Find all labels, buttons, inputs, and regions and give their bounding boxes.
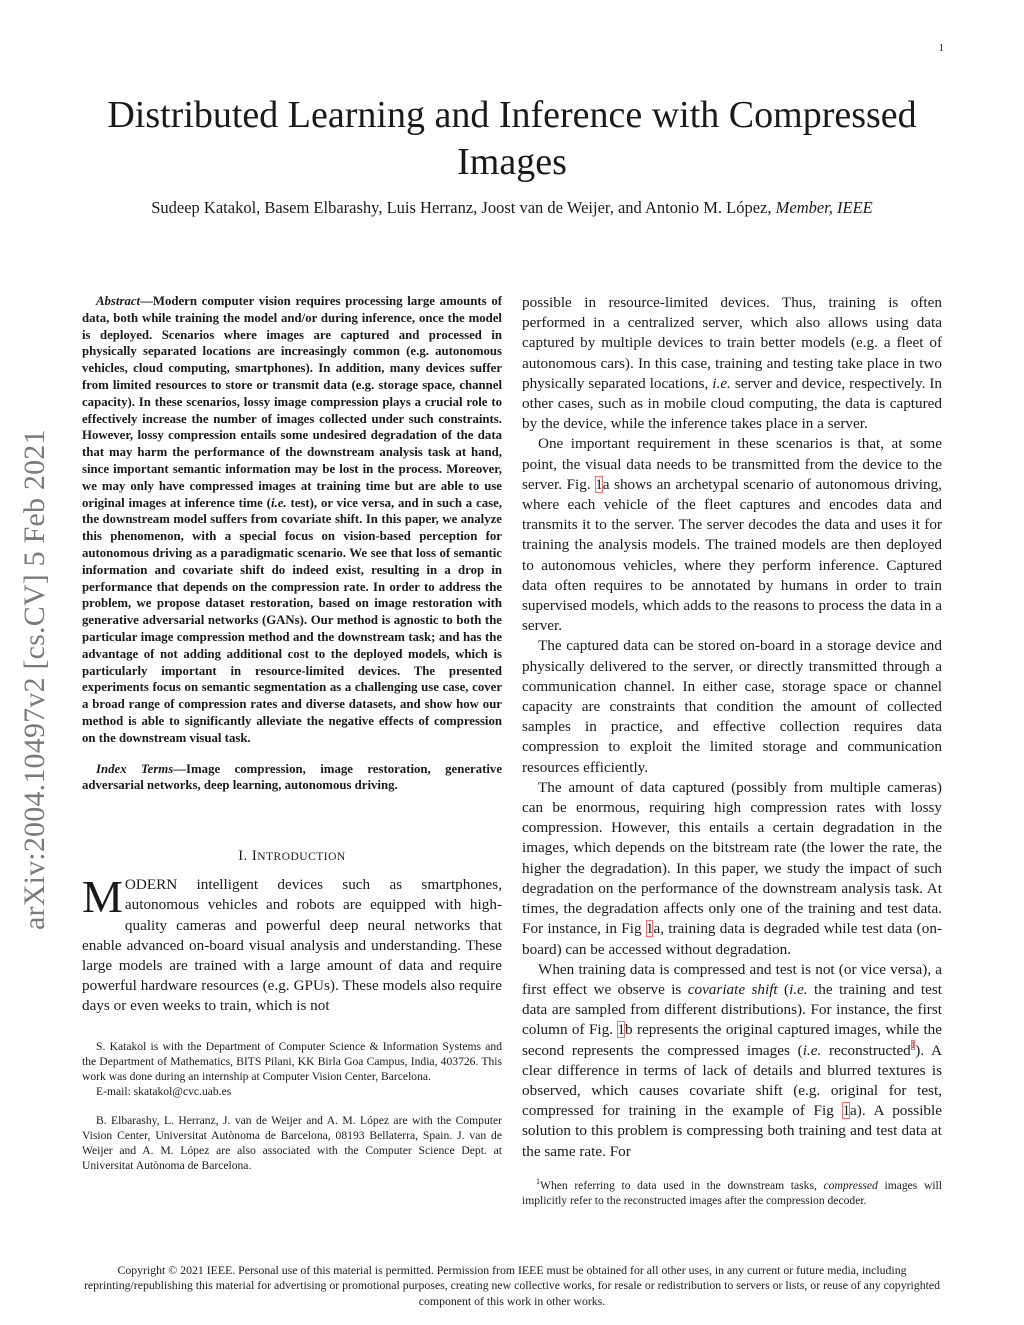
p2-text: One important requirement in these scenarios is that, at some point, the visual data needs to be transmitted from the device to the server. Fig.: [522, 435, 942, 493]
paragraph-4: [522, 778, 942, 960]
p5-covariate-shift: covariate shift: [687, 980, 778, 998]
page-number: 1: [938, 42, 944, 54]
abstract-text-cont: test), or vice versa, and in such a case, the downstream model suffers from covariate shift. In this paper, we analyze this phenomenon, with a special focus on vision-based perception for autonomous driving as a paradigmatic scenario. We see that loss of semantic information and covariate shift do indeed exist, resulting in a drop in performance that depends on the compression rate. In order to address the problem, we propose dataset restoration, based on image restoration with generative adversarial networks (GANs). Our method is agnostic to both the particular image compression method and the downstream task; and has the advantage of not adding additional cost to the deployed models, which is particularly important in resource-limited devices. The presented experiments focus on semantic segmentation as a challenging use case, cover a broad range of compression rates and diverse datasets, and show how our method is able to significantly alleviate the negative effects of compression on the downstream visual task.: [82, 495, 503, 745]
left-column: [82, 293, 502, 1173]
section-heading-introduction: [82, 848, 502, 865]
figure-1-link[interactable]: 1: [842, 1102, 851, 1120]
abstract-label: Abstract: [96, 294, 141, 308]
p1-text: possible in resource-limited devices. Thus, training is often performed in a centralized server, which also allows using data captured by multiple devices to train better models (e.g. a fleet of autonomous cars). In this case, training and testing take place in two physically separated locations,: [522, 294, 942, 392]
footnote-1-italic: compressed: [823, 1178, 878, 1192]
index-terms-label: Index Terms: [96, 761, 174, 776]
p5-text-c: the training and test data are sampled from different distributions). For instance, the first column of Fig.: [522, 980, 942, 1039]
footnote-cvc-authors: B. Elbarashy, L. Herranz, J. van de Weijer and A. M. López are with the Computer Vision Center, Universitat Autònoma de Barcelona, 08193 Bellaterra, Spain. J. van de Weijer and A. M. López are also associated with the Computer Science Dept. at Universitat Autònoma de Barcelona.: [82, 1113, 502, 1172]
paragraph-5: [522, 960, 942, 1162]
paragraph-1: [522, 293, 942, 434]
intro-body: [82, 871, 502, 1016]
p4-text: The amount of data captured (possibly from multiple cameras) can be enormous, requiring high compression rates with lossy compression. However, this entails a certain degradation in the images, which depends on the bitstream rate (the lower the rate, the higher the degradation). In this paper, we study the impact of such degradation on the performance of the downstream analysis task. At times, the degradation affects only one of the training and test data. For instance, in Fig: [522, 778, 942, 938]
footnote-1: [522, 1174, 942, 1208]
footnote-1-link[interactable]: 1: [910, 1040, 916, 1051]
paragraph-3: The captured data can be stored on-board in a storage device and physically delivered to the server, or directly transmitted through a communication channel. In either case, storage space or channel capacity are constraints that condition the amount of collected samples in practice, and effective collection requires data compression to exploit the limited storage and communication resources efficiently.: [522, 637, 942, 776]
section-title-rest: NTRODUCTION: [257, 851, 346, 864]
figure-1-link[interactable]: 1: [645, 920, 654, 938]
paragraph-2: [522, 434, 942, 636]
abstract-ie: i.e.: [270, 495, 287, 510]
arxiv-identifier[interactable]: arXiv:2004.10497v2 [cs.CV] 5 Feb 2021: [18, 429, 51, 930]
intro-paragraph: [82, 871, 502, 1016]
p4-text-cont: a, training data is degraded while test data (on-board) can be accessed without degradation.: [522, 920, 942, 958]
index-terms-text: —Image compression, image restoration, generative adversarial networks, deep learning, autonomous driving.: [82, 761, 503, 793]
p5-text-b: (: [777, 980, 790, 998]
section-initial: I: [251, 848, 258, 865]
p5-text-d: b represents the original captured images, while the second represents the compressed images (: [522, 1021, 942, 1059]
footnote-mark: 1: [536, 1176, 540, 1186]
p5-text: When training data is compressed and test is not (or vice versa), a first effect we observe is: [522, 960, 942, 998]
p5-text-e: reconstructed: [821, 1041, 911, 1059]
footnote-katakol: S. Katakol is with the Department of Computer Science & Information Systems and the Department of Mathematics, BITS Pilani, KK Birla Goa Campus, India, 403726. This work was done during an internship at Computer Vision Center, Barcelona.: [82, 1039, 502, 1083]
abstract: [82, 293, 502, 747]
abstract-text: —Modern computer vision requires processing large amounts of data, both while training the model and/or during inference, once the model is deployed. Scenarios where images are captured and processed in physically separated locations are increasingly common (e.g. autonomous vehicles, cloud computing, smartphones). In addition, many devices suffer from limited resources to store or transmit data (e.g. storage space, channel capacity). In these scenarios, lossy image compression plays a crucial role to effectively increase the number of images collected under such constraints. However, lossy compression entails some undesired degradation of the data that may harm the performance of the downstream analysis task at hand, since important semantic information may be lost in the process. Moreover, we may only have compressed images at training time but are able to use original images at inference time (: [82, 294, 502, 510]
p1-ie: i.e.: [712, 374, 731, 392]
footnote-1-text-cont: images will implicitly refer to the reconstructed images after the compression decoder.: [522, 1178, 942, 1207]
figure-1-link[interactable]: 1: [617, 1021, 625, 1039]
author-names: Sudeep Katakol, Basem Elbarashy, Luis Herranz, Joost van de Weijer, and Antonio M. López,: [151, 198, 772, 217]
p5-ie-2: i.e.: [802, 1041, 822, 1059]
p1-text-cont: server and device, respectively. In other cases, such as in mobile cloud computing, the data is captured by the device, while the inference takes place in a server.: [522, 374, 942, 433]
footnote-1-text: When referring to data used in the downstream tasks,: [540, 1178, 824, 1192]
p5-ie: i.e.: [789, 980, 808, 998]
author-membership: Member, IEEE: [775, 198, 873, 217]
copyright-notice: Copyright © 2021 IEEE. Personal use of this material is permitted. Permission from IEEE must be obtained for all other uses, in any current or future media, including reprinting/republishing this material for advertising or promotional purposes, creating new collective works, for resale or redistribution to servers or lists, or reuse of any copyrighted component of this work in other works.: [83, 1263, 941, 1308]
section-numeral: I.: [238, 848, 252, 865]
p5-text-f: ). A clear difference in terms of lack of details and blurred textures is observed, which causes covariate shift (e.g. original for test, compressed for training in the example of Fig: [522, 1041, 942, 1120]
drop-cap: M: [82, 871, 123, 923]
p2-text-cont: a shows an archetypal scenario of autonomous driving, where each vehicle of the fleet captures and encodes data and transmits it to the server. The server decodes the data and uses it for training the analysis models. The trained models are then deployed to autonomous vehicles, where they perform inference. Captured data often requires to be annotated by humans in order to train supervised models, which adds to the reasons to process the data in a server.: [522, 475, 942, 635]
intro-first-word: ODERN: [124, 876, 178, 894]
intro-text: intelligent devices such as smartphones, autonomous vehicles and robots are equipped with high-quality cameras and powerful deep neural networks that enable advanced on-board visual analysis and understanding. These large models are trained with a large amount of data and require powerful hardware resources (e.g. GPUs). These models also require days or even weeks to train, which is not: [82, 876, 502, 1015]
index-terms: [82, 761, 502, 795]
footnote-email: E-mail: skatakol@cvc.uab.es: [96, 1084, 232, 1098]
p5-text-g: a). A possible solution to this problem is compressing both training and test data at the same rate. For: [522, 1102, 942, 1160]
figure-1-link[interactable]: 1: [595, 475, 603, 493]
author-list: [60, 198, 964, 218]
paper-title: Distributed Learning and Inference with Compressed Images: [107, 94, 917, 183]
right-column: [522, 293, 942, 1208]
